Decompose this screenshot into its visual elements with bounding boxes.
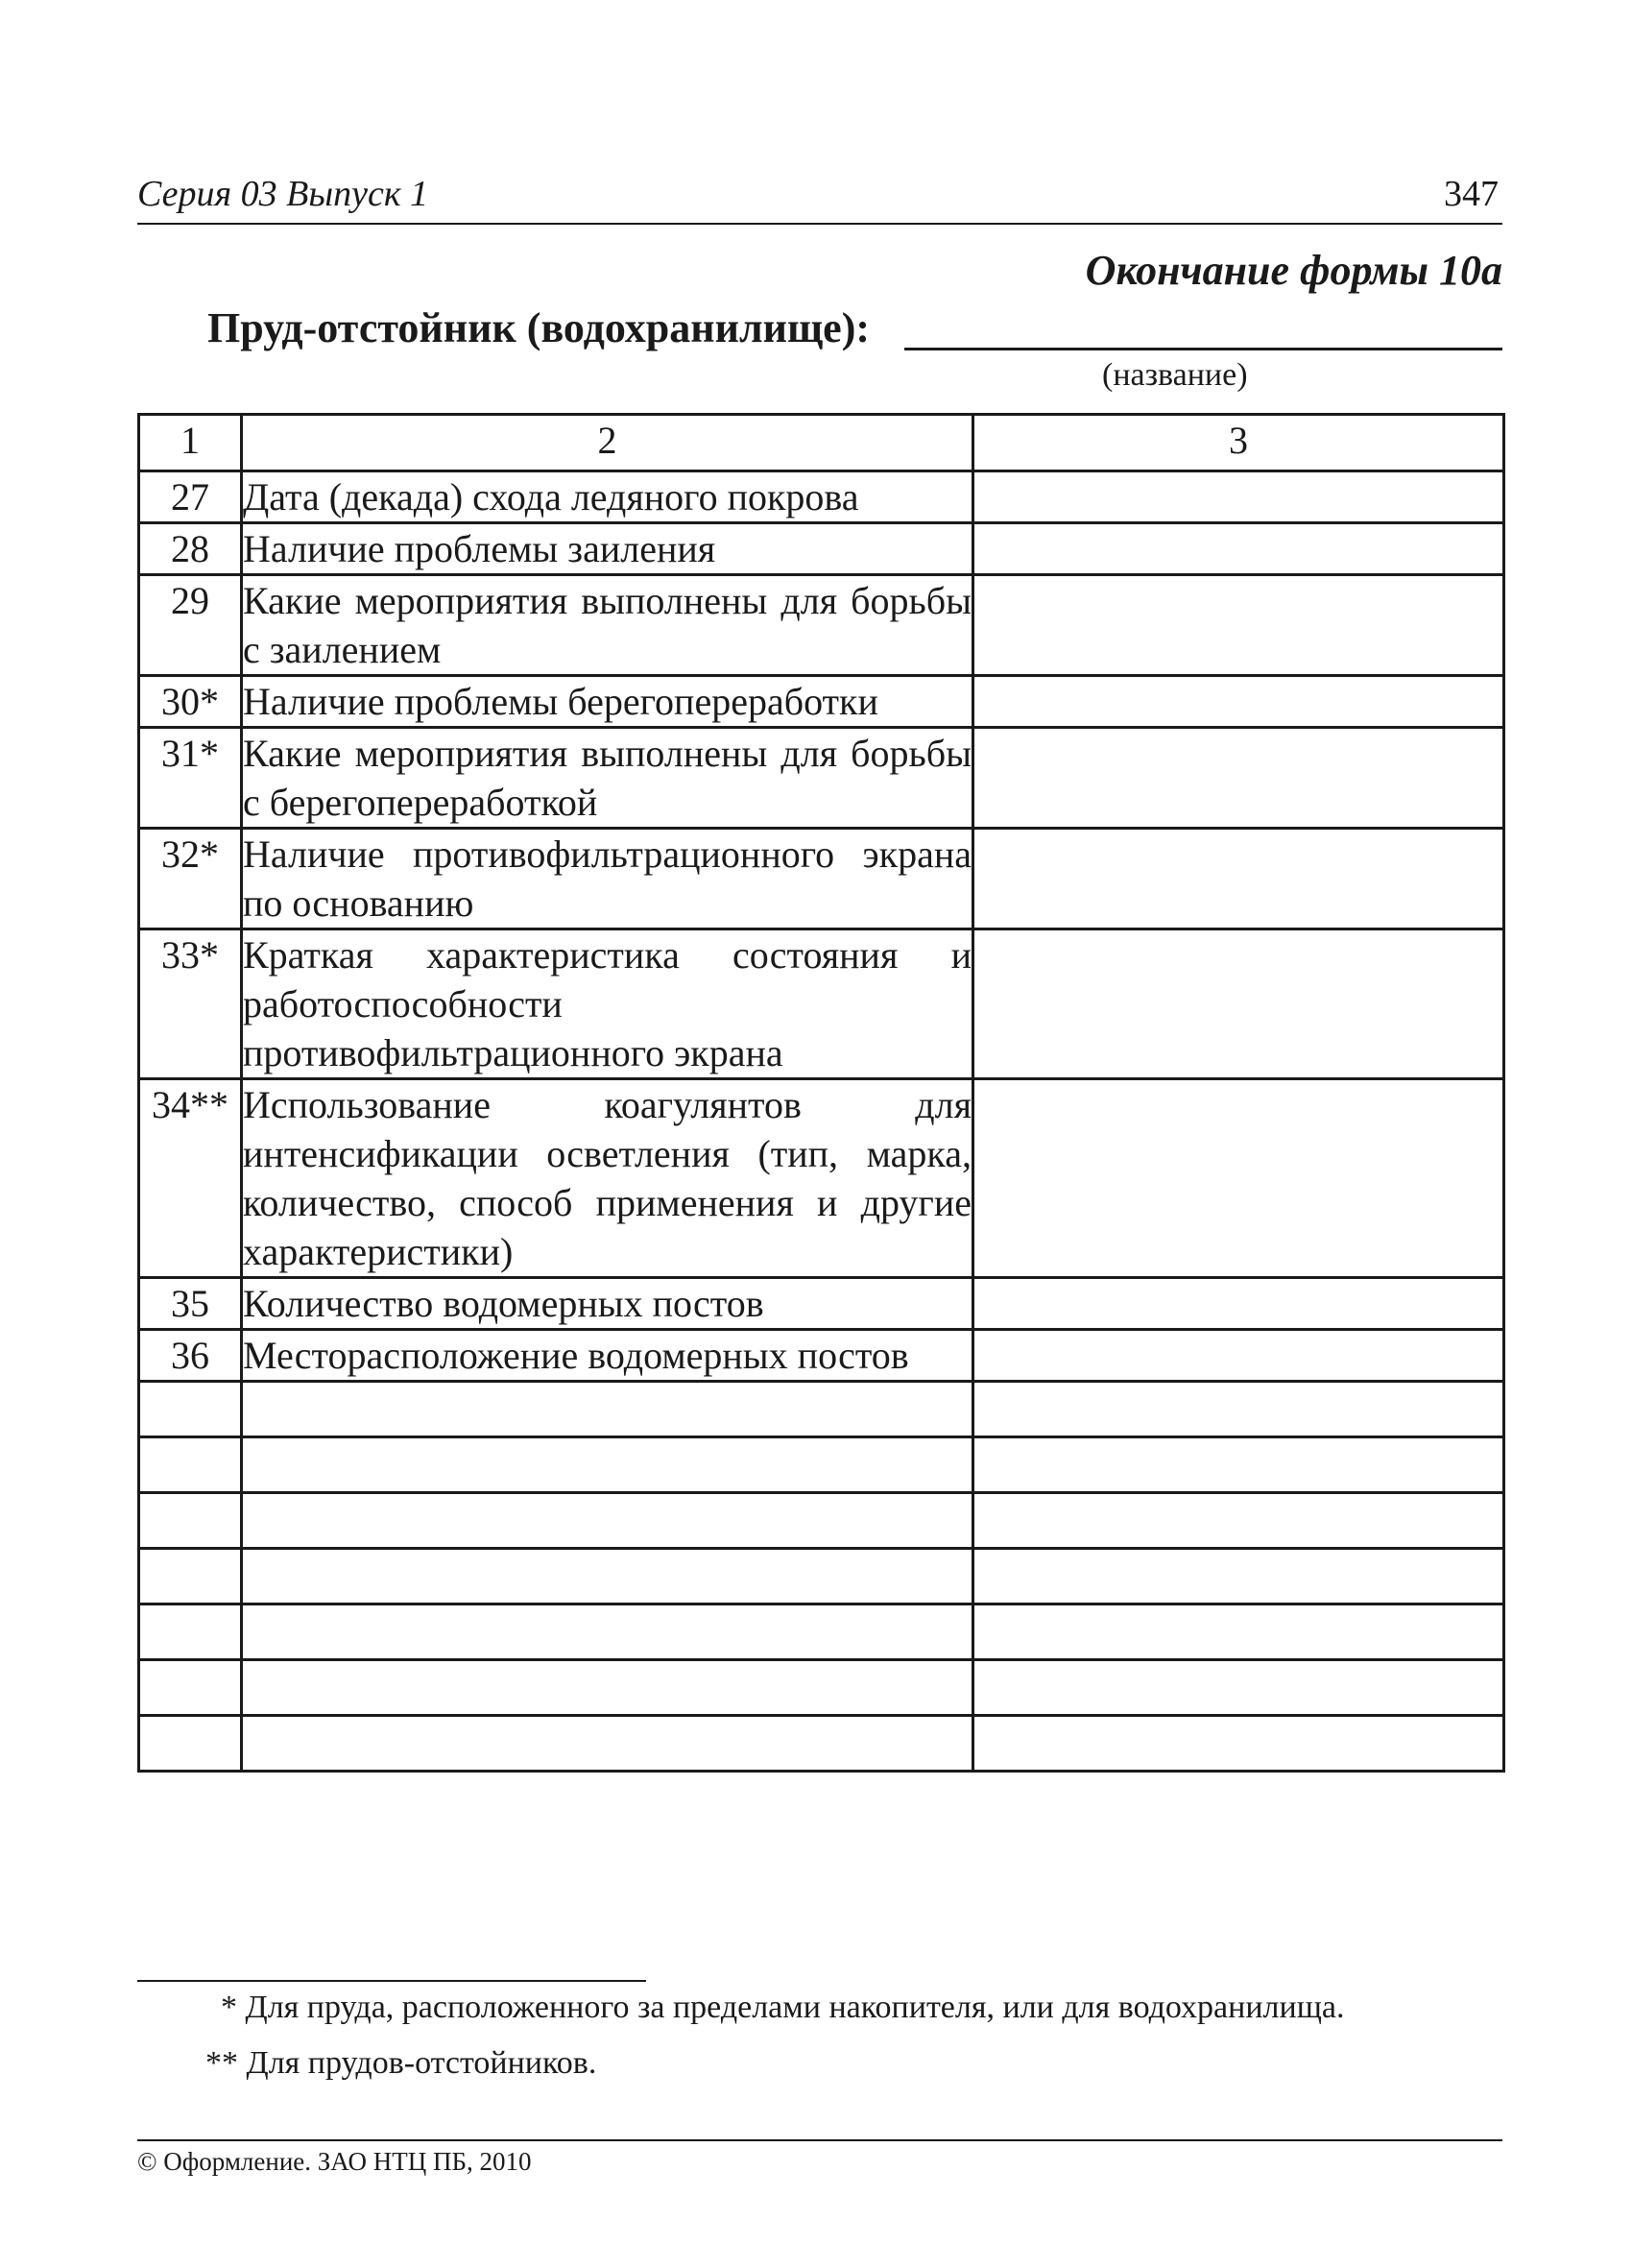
row-value-field[interactable] (973, 1330, 1504, 1382)
row-number: 29 (139, 575, 242, 676)
row-description (242, 1437, 973, 1493)
row-number: 28 (139, 523, 242, 575)
row-number (139, 1660, 242, 1716)
row-description: Какие мероприятия выполнены для борьбы с берегопереработкой (242, 728, 973, 829)
pond-name-field[interactable] (904, 348, 1502, 350)
footnote-single-star: * Для пруда, расположенного за пределами накопителя, или для водохранилища. (221, 1990, 1345, 2025)
page-header (137, 173, 1502, 225)
row-value-field[interactable] (973, 1079, 1504, 1278)
row-description: Дата (декада) схода ледяного покрова (242, 471, 973, 523)
table-row (139, 1079, 1504, 1278)
table-header-row (139, 415, 1504, 471)
row-value-field[interactable] (973, 1382, 1504, 1437)
row-number: 32* (139, 829, 242, 929)
table-row (139, 1278, 1504, 1330)
page-number: 347 (1444, 174, 1499, 214)
row-value-field[interactable] (973, 929, 1504, 1079)
footnote-divider (137, 1980, 646, 1982)
table-row (139, 471, 1504, 523)
form-table (137, 413, 1505, 1773)
row-number (139, 1549, 242, 1604)
row-number: 30* (139, 676, 242, 728)
row-value-field[interactable] (973, 1437, 1504, 1493)
row-value-field[interactable] (973, 523, 1504, 575)
table-row (139, 1437, 1504, 1493)
row-description (242, 1660, 973, 1716)
column-header: 3 (973, 415, 1504, 471)
table-row (139, 523, 1504, 575)
table-row (139, 676, 1504, 728)
row-description (242, 1549, 973, 1604)
row-number: 35 (139, 1278, 242, 1330)
column-header: 1 (139, 415, 242, 471)
row-value-field[interactable] (973, 1493, 1504, 1549)
row-number: 27 (139, 471, 242, 523)
row-value-field[interactable] (973, 1604, 1504, 1660)
footer-divider (137, 2139, 1502, 2141)
row-description (242, 1716, 973, 1772)
series-label: Серия 03 Выпуск 1 (137, 174, 429, 214)
row-value-field[interactable] (973, 1549, 1504, 1604)
row-description (242, 1604, 973, 1660)
row-value-field[interactable] (973, 1660, 1504, 1716)
row-description: Наличие противофильтрационного экрана по основанию (242, 829, 973, 929)
pond-name-caption: (название) (1102, 357, 1248, 393)
row-value-field[interactable] (973, 1716, 1504, 1772)
copyright-notice: © Оформление. ЗАО НТЦ ПБ, 2010 (137, 2147, 532, 2176)
pond-label: Пруд-отстойник (водохранилище): (207, 304, 870, 351)
row-value-field[interactable] (973, 728, 1504, 829)
table-row (139, 1330, 1504, 1382)
row-description: Наличие проблемы берегопереработки (242, 676, 973, 728)
row-value-field[interactable] (973, 1278, 1504, 1330)
table-row (139, 1549, 1504, 1604)
table-row (139, 1493, 1504, 1549)
row-number (139, 1716, 242, 1772)
row-value-field[interactable] (973, 676, 1504, 728)
table-row (139, 1716, 1504, 1772)
table-row (139, 1660, 1504, 1716)
row-value-field[interactable] (973, 829, 1504, 929)
table-row (139, 929, 1504, 1079)
row-number: 31* (139, 728, 242, 829)
row-number (139, 1382, 242, 1437)
row-description (242, 1493, 973, 1549)
row-description: Какие мероприятия выполнены для борьбы с заилением (242, 575, 973, 676)
row-description: Использование коагулянтов для интенсификации осветления (тип, марка, количество, способ применения и другие характеристики) (242, 1079, 973, 1278)
row-description (242, 1382, 973, 1437)
row-number: 33* (139, 929, 242, 1079)
row-description: Количество водомерных постов (242, 1278, 973, 1330)
column-header: 2 (242, 415, 973, 471)
row-number: 36 (139, 1330, 242, 1382)
form-title: Окончание формы 10а (1085, 247, 1502, 294)
row-value-field[interactable] (973, 575, 1504, 676)
footnote-double-star: ** Для прудов-отстойников. (205, 2045, 597, 2081)
table-row (139, 728, 1504, 829)
row-number (139, 1493, 242, 1549)
row-description: Наличие проблемы заиления (242, 523, 973, 575)
row-number: 34** (139, 1079, 242, 1278)
row-description: Краткая характеристика состояния и работоспособности противофильтрационного экрана (242, 929, 973, 1079)
row-number (139, 1604, 242, 1660)
row-value-field[interactable] (973, 471, 1504, 523)
row-number (139, 1437, 242, 1493)
table-row (139, 829, 1504, 929)
table-row (139, 575, 1504, 676)
table-row (139, 1382, 1504, 1437)
row-description: Месторасположение водомерных постов (242, 1330, 973, 1382)
table-row (139, 1604, 1504, 1660)
